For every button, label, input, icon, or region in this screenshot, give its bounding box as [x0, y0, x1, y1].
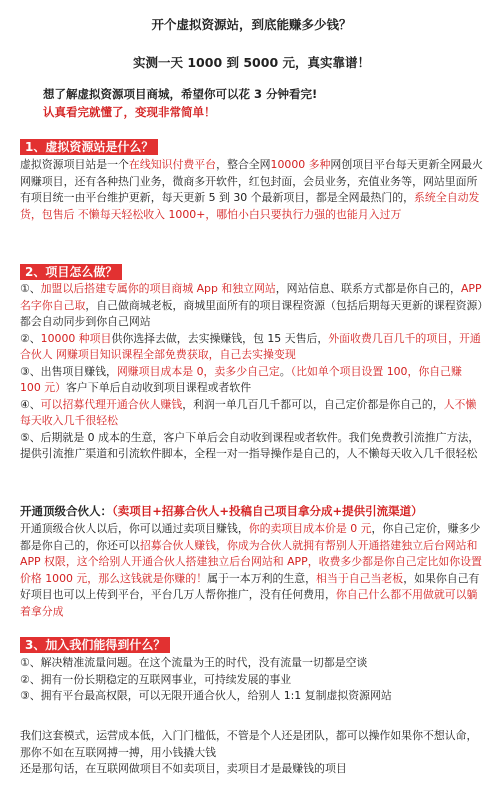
highlight-text: 人不懒每天收入几千很轻松 — [20, 397, 477, 427]
list-item — [20, 281, 486, 331]
text-run: 开通顶级合伙人： — [20, 504, 112, 518]
text-run: 供你选择去做，去实操赚钱，包 15 天售后， — [111, 331, 329, 345]
text-run: ③、出售项目赚钱， — [20, 364, 117, 378]
text-run: 属于一本万利的生意， — [207, 571, 317, 585]
text-run: ①、 — [20, 282, 41, 295]
text-run: ，你自己定价，赚多少都是你自己的，你还可以 — [20, 522, 481, 552]
section-3-heading: 3、加入我们能得到什么？ — [20, 637, 170, 653]
section-1-body — [20, 157, 486, 223]
text-run: 客户下单后自动收到项目课程或者软件 — [66, 381, 252, 394]
partner-title — [20, 503, 423, 519]
text-run: ，如果你自己有好项目也可以上传到平台，平台几万人帮你推广，没有任何费用， — [20, 571, 480, 601]
highlight-text: 可以招募代理开通合伙人赚钱 — [40, 397, 183, 411]
text-run: ，利润一单几百几千都可以，自己定价都是你自己的， — [182, 397, 444, 411]
list-item: ③、拥有平台最高权限，可以无限开通合伙人，给别人 1:1 复制虚拟资源网站 — [20, 689, 392, 702]
section-1-heading: 1、虚拟资源站是什么？ — [20, 139, 158, 155]
list-item — [20, 364, 486, 397]
text-run: ，整合全网 — [216, 158, 271, 171]
partner-body — [20, 521, 486, 620]
intro-line-2: 认真看完就懂了，变现非常简单！ — [43, 105, 216, 119]
text-run: 。 — [279, 364, 291, 378]
section-3-body — [20, 655, 486, 705]
highlight-text: （卖项目+招募合伙人+投稿自己项目拿分成+提供引流渠道） — [112, 504, 423, 518]
partner-paragraph — [20, 521, 486, 620]
list-item — [20, 397, 486, 430]
highlight-text: 10000 种项目 — [40, 331, 112, 345]
highlight-text: 系统全自动发货，包售后 不懒每天轻松收入 1000+，哪怕小白只要执行力强的也能月入过万 — [20, 191, 480, 221]
list-item — [20, 331, 486, 364]
highlight-text: 加盟以后搭建专属你的项目商城 App 和独立网站 — [40, 282, 276, 295]
page-title: 开个虚拟资源站，到底能赚多少钱？ — [151, 17, 352, 32]
section-1-paragraph — [20, 157, 486, 223]
list-item: ⑤、后期就是 0 成本的生意，客户下单后会自动收到课程或者软件。我们免费教引流推广方法，提供引流推广渠道和引流软件脚本，全程一对一指导操作是自己的，人不懒每天收入几千很轻松 — [20, 430, 480, 460]
highlight-text: 相当于自己当老板 — [316, 571, 404, 585]
section-2-heading: 2、项目怎么做？ — [20, 264, 122, 280]
highlight-text: 你的卖项目成本价是 0 元 — [248, 522, 372, 535]
highlight-text: 外面收费几百几千的项目，开通合伙人 网赚项目知识课程全部免费获取，自己去实操变现 — [20, 331, 481, 361]
closing-paragraph: 还是那句话，在互联网做项目不如卖项目，卖项目才是最赚钱的项目 — [20, 762, 347, 775]
closing-body — [20, 728, 486, 778]
highlight-text: 10000 多种 — [270, 158, 331, 171]
highlight-text: 你自己什么都不用做就可以躺着拿分成 — [20, 588, 478, 618]
text-run: ，网站信息、联系方式都是你自己的， — [275, 282, 461, 295]
text-run: 网创项目平台每天更新全网最火网赚项目，还有各种热门业务，微商多开软件，红包封面，会员业务，充值业务等，网站里面所有项目统一由平台维护更新，每天更新 5 到 30 个最新项目，都是全网最热门的， — [20, 158, 483, 204]
highlight-text: 在线知识付费平台 — [128, 158, 217, 171]
highlight-text: 网赚项目成本是 0，卖多少自己定 — [116, 364, 280, 378]
text-run: ，自己做商城老板，商城里面所有的项目课程资源（包括后期每天更新的课程资源）都会自动同步到你自己网站 — [20, 298, 483, 328]
list-item: ①、解决精准流量问题。在这个流量为王的时代，没有流量一切都是空谈 — [20, 656, 368, 669]
closing-paragraph: 我们这套模式，运营成本低，入门门槛低，不管是个人还是团队，都可以操作如果你不想认命，那你不如在互联网搏一搏，用小钱撬大钱 — [20, 729, 478, 759]
text-run: ④、 — [20, 397, 41, 411]
page-subtitle: 实测一天 1000 到 5000 元，真实靠谱！ — [133, 55, 370, 70]
highlight-text: APP 名字你自己取 — [20, 282, 482, 312]
list-item: ②、拥有一份长期稳定的互联网事业，可持续发展的事业 — [20, 672, 292, 686]
text-run: ②、 — [20, 331, 41, 345]
highlight-text: 招募合伙人赚钱，你成为合伙人就拥有帮别人开通搭建独立后台网站和 APP 权限，这个给别人开通合伙人搭建独立后台网站和 APP，收费多少都是你自己定比如你设置价格 1000 元，那么这钱就是你赚的！ — [20, 538, 482, 585]
text-run: 开通顶级合伙人以后，你可以通过卖项目赚钱， — [20, 522, 249, 535]
section-2-body — [20, 281, 486, 463]
intro-line-1: 想了解虚拟资源项目商城，希望你可以花 3 分钟看完! — [43, 87, 318, 101]
highlight-text: （比如单个项目设置 100，你自己赚 100 元） — [20, 364, 462, 394]
text-run: 虚拟资源项目站是一个 — [20, 158, 129, 171]
